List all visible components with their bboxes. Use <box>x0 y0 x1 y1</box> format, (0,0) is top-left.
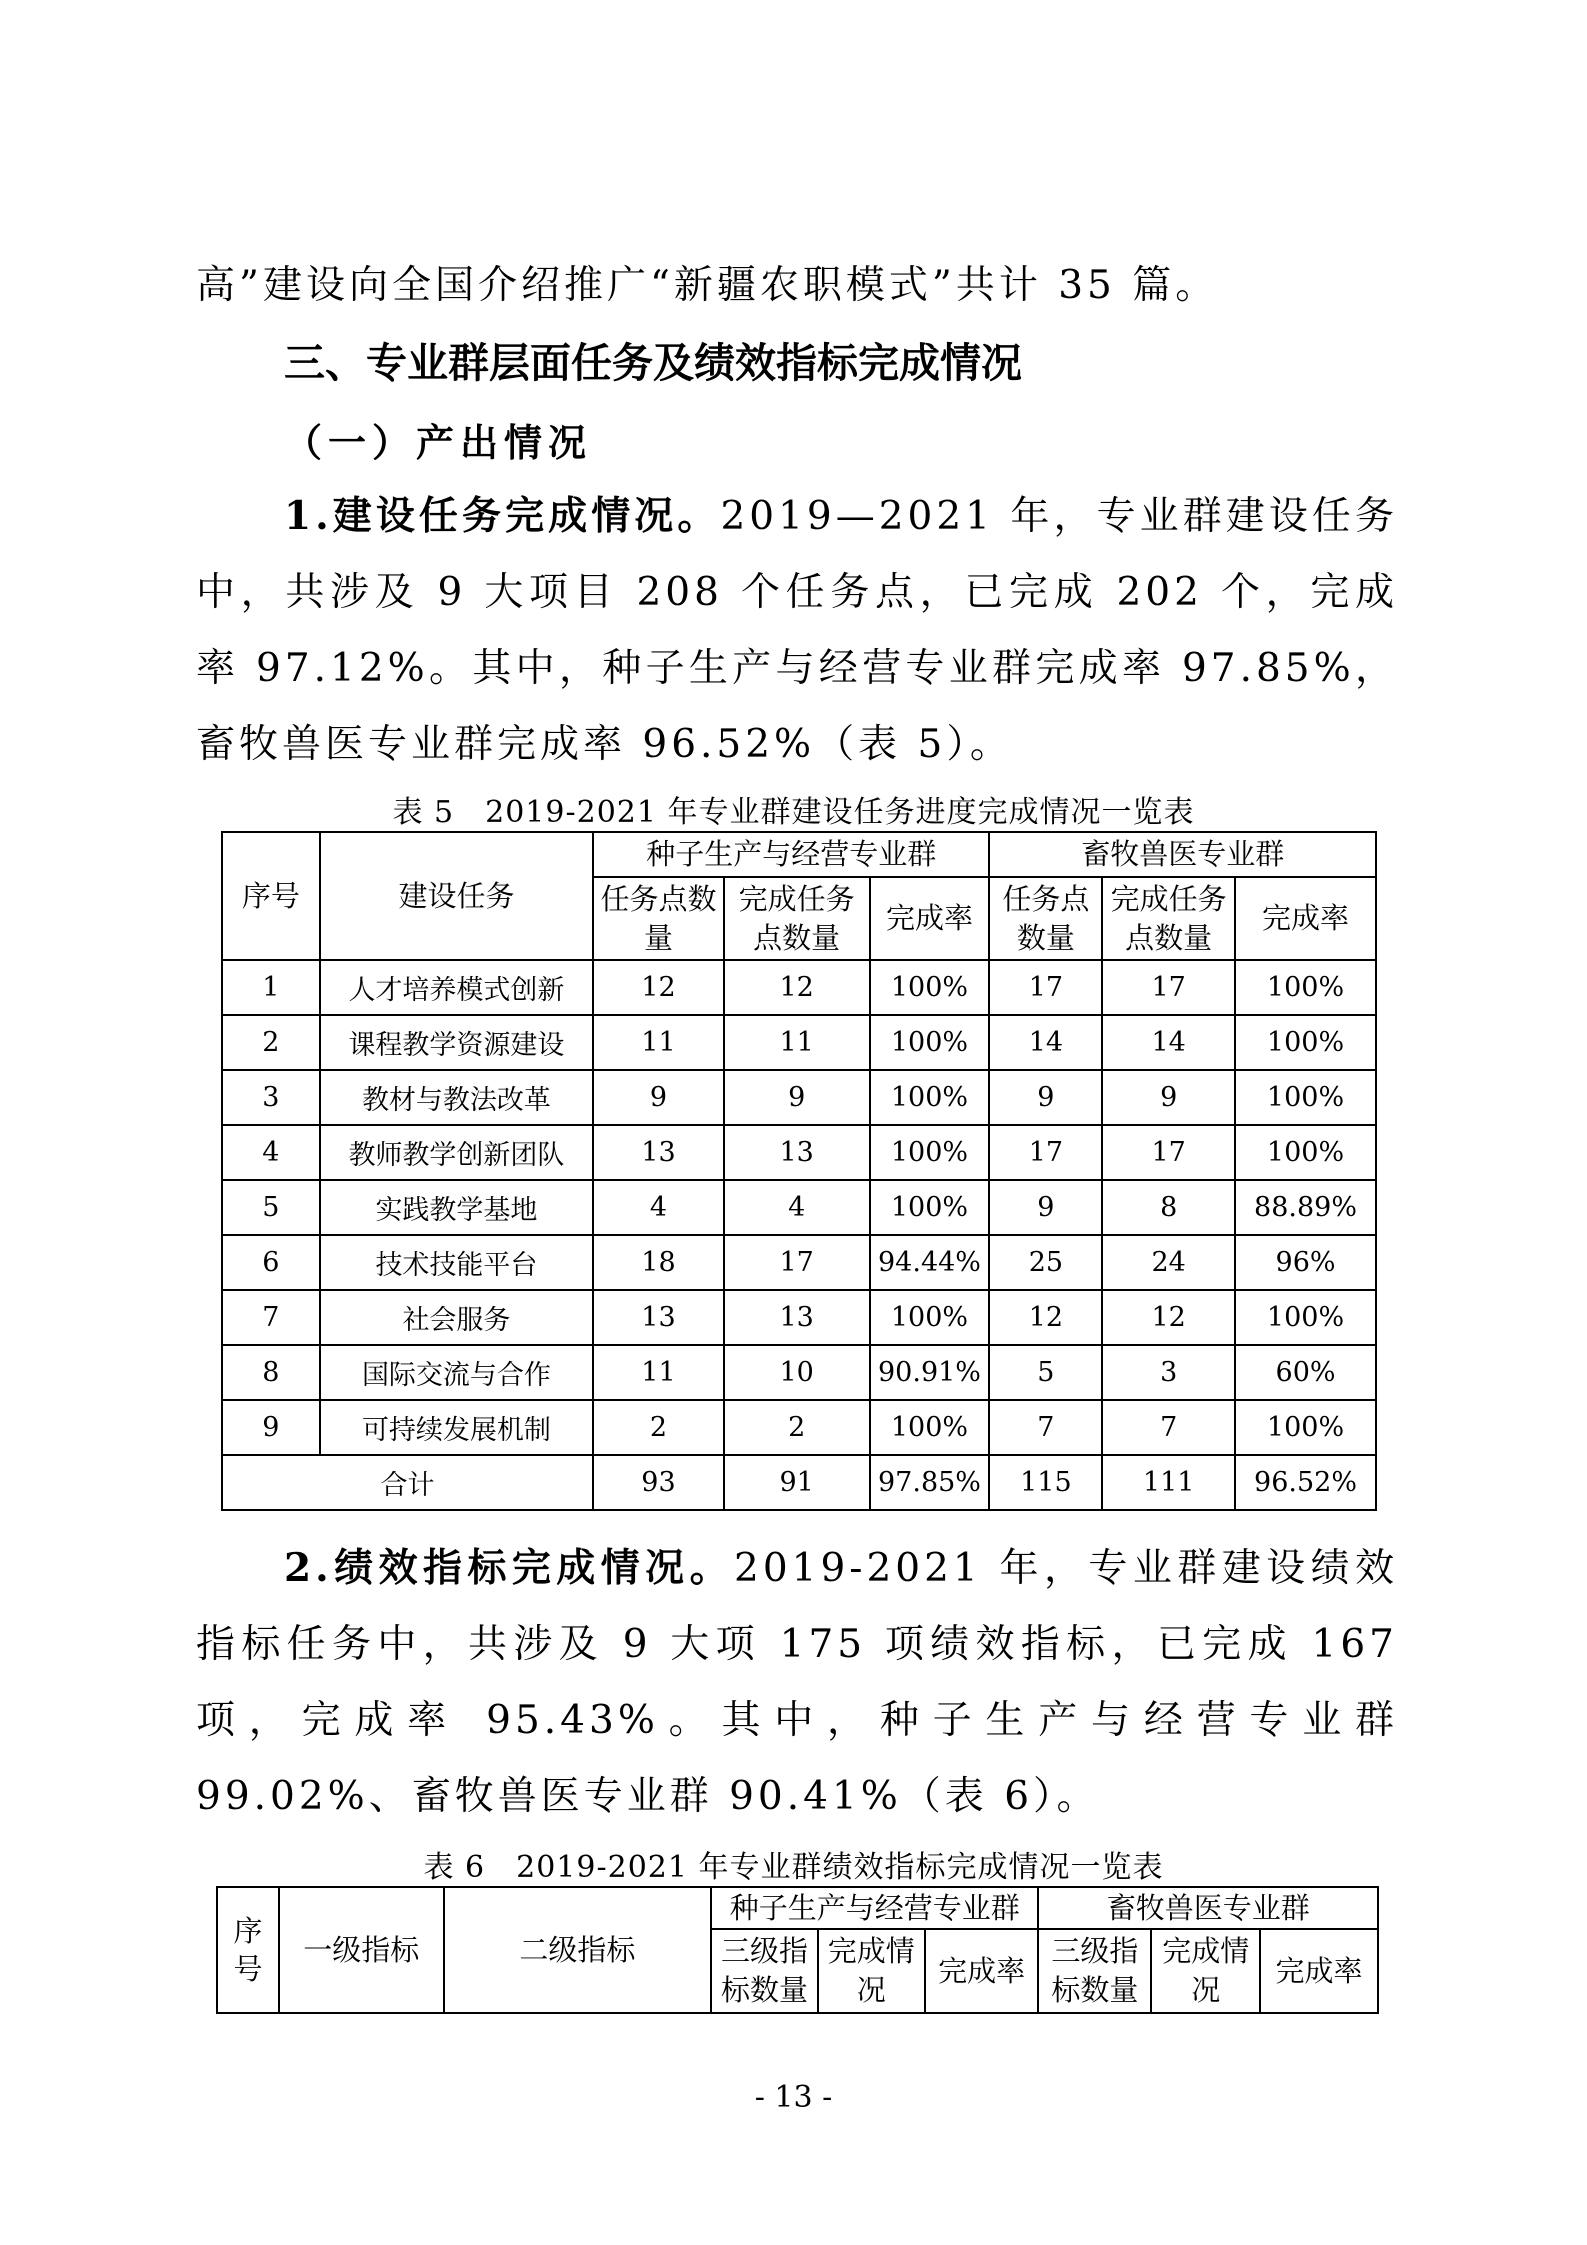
table-cell: 10 <box>724 1345 870 1400</box>
t5-total-label: 合计 <box>222 1455 593 1510</box>
t5-total-cell: 93 <box>593 1455 724 1510</box>
subsection-heading: （一）产出情况 <box>284 421 593 465</box>
table-cell: 9 <box>593 1070 724 1125</box>
table-6-caption: 表 6 2019-2021 年专业群绩效指标完成情况一览表 <box>423 1850 1164 1885</box>
table-cell: 60% <box>1235 1345 1376 1400</box>
table-cell: 8 <box>222 1345 320 1400</box>
t5-header-group2: 畜牧兽医专业群 <box>989 832 1376 877</box>
table-cell: 7 <box>1102 1400 1235 1455</box>
table-6 <box>216 1886 1379 2014</box>
table-cell: 25 <box>989 1235 1102 1290</box>
table-cell: 11 <box>724 1015 870 1070</box>
paragraph-1 <box>196 478 1398 783</box>
paragraph-1-lead: 1.建设任务完成情况。 <box>284 493 721 539</box>
table-cell: 100% <box>1235 1400 1376 1455</box>
table-cell: 8 <box>1102 1180 1235 1235</box>
task-name-cell: 国际交流与合作 <box>320 1345 593 1400</box>
table-5 <box>221 831 1377 1511</box>
table-cell: 18 <box>593 1235 724 1290</box>
t5-header-rate: 完成率 <box>870 877 990 960</box>
t6-header-level3: 三级指标数量 <box>1038 1929 1151 2013</box>
t6-header-level1: 一级指标 <box>279 1887 444 2013</box>
table-cell: 2 <box>593 1400 724 1455</box>
table-cell: 9 <box>989 1070 1102 1125</box>
t5-total-cell: 96.52% <box>1235 1455 1376 1510</box>
table-cell: 14 <box>989 1015 1102 1070</box>
table-row <box>222 960 1376 1015</box>
t5-total-cell: 97.85% <box>870 1455 990 1510</box>
table-cell: 11 <box>593 1015 724 1070</box>
table-row <box>222 1290 1376 1345</box>
task-name-cell: 可持续发展机制 <box>320 1400 593 1455</box>
t6-header-rate: 完成率 <box>1260 1929 1378 2013</box>
t5-header-task: 建设任务 <box>320 832 593 960</box>
table-cell: 5 <box>989 1345 1102 1400</box>
table-cell: 3 <box>1102 1345 1235 1400</box>
table-cell: 17 <box>1102 1125 1235 1180</box>
t5-total-cell: 91 <box>724 1455 870 1510</box>
table-cell: 9 <box>222 1400 320 1455</box>
table-cell: 90.91% <box>870 1345 990 1400</box>
task-name-cell: 课程教学资源建设 <box>320 1015 593 1070</box>
t5-header-points: 任务点数量 <box>593 877 724 960</box>
table-cell: 12 <box>593 960 724 1015</box>
t5-total-cell: 111 <box>1102 1455 1235 1510</box>
table-cell: 17 <box>724 1235 870 1290</box>
task-name-cell: 实践教学基地 <box>320 1180 593 1235</box>
table-cell: 4 <box>724 1180 870 1235</box>
table-cell: 17 <box>989 1125 1102 1180</box>
table-cell: 100% <box>870 1180 990 1235</box>
table-cell: 100% <box>870 1400 990 1455</box>
task-name-cell: 教师教学创新团队 <box>320 1125 593 1180</box>
continued-paragraph <box>196 248 1398 324</box>
t6-header-group2: 畜牧兽医专业群 <box>1038 1887 1378 1929</box>
t6-header-level3: 三级指标数量 <box>711 1929 818 2013</box>
t5-header-done: 完成任务点数量 <box>1102 877 1235 960</box>
table-cell: 13 <box>593 1290 724 1345</box>
section-heading: 三、专业群层面任务及绩效指标完成情况 <box>284 339 1022 387</box>
table-cell: 17 <box>989 960 1102 1015</box>
t6-header-rate: 完成率 <box>925 1929 1039 2013</box>
table-cell: 100% <box>870 960 990 1015</box>
task-name-cell: 教材与教法改革 <box>320 1070 593 1125</box>
paragraph-1-body: 2019—2021 年，专业群建设任务中，共涉及 9 大项目 208 个任务点，已完成 202 个，完成率 97.12%。其中，种子生产与经营专业群完成率 97.85%，畜牧兽医专业群完成率 96.52%（表 5）。 <box>196 494 1399 767</box>
table-row <box>222 1070 1376 1125</box>
paragraph-2-body: 2019-2021 年，专业群建设绩效指标任务中，共涉及 9 大项 175 项绩效指标，已完成 167 项，完成率 95.43%。其中，种子生产与经营专业群 99.02%、畜牧兽医专业群 90.41%（表 6）。 <box>196 1546 1398 1819</box>
table-row <box>222 1235 1376 1290</box>
t5-header-done: 完成任务点数量 <box>724 877 870 960</box>
table-row <box>222 1015 1376 1070</box>
table-cell: 12 <box>724 960 870 1015</box>
table-cell: 13 <box>724 1125 870 1180</box>
table-cell: 9 <box>724 1070 870 1125</box>
t5-total-cell: 115 <box>989 1455 1102 1510</box>
table-cell: 100% <box>1235 1125 1376 1180</box>
table-row <box>222 1125 1376 1180</box>
t5-header-rate: 完成率 <box>1235 877 1376 960</box>
table-cell: 14 <box>1102 1015 1235 1070</box>
table-cell: 7 <box>222 1290 320 1345</box>
table-cell: 100% <box>870 1070 990 1125</box>
table-cell: 13 <box>724 1290 870 1345</box>
t6-header-status: 完成情况 <box>1151 1929 1260 2013</box>
t6-header-level2: 二级指标 <box>444 1887 711 2013</box>
table-cell: 7 <box>989 1400 1102 1455</box>
table-cell: 100% <box>1235 1290 1376 1345</box>
paragraph-2-lead: 2.绩效指标完成情况。 <box>284 1545 735 1591</box>
t6-header-status: 完成情况 <box>818 1929 925 2013</box>
table-row <box>222 1400 1376 1455</box>
table-row <box>222 1180 1376 1235</box>
page-number: - 13 - <box>754 2080 833 2115</box>
task-name-cell: 人才培养模式创新 <box>320 960 593 1015</box>
table-cell: 100% <box>870 1290 990 1345</box>
continued-line: 高”建设向全国介绍推广“新疆农职模式”共计 35 篇。 <box>196 263 1219 308</box>
table-cell: 1 <box>222 960 320 1015</box>
table-cell: 9 <box>1102 1070 1235 1125</box>
table-cell: 6 <box>222 1235 320 1290</box>
table-cell: 12 <box>989 1290 1102 1345</box>
table-cell: 3 <box>222 1070 320 1125</box>
table-cell: 100% <box>1235 960 1376 1015</box>
t5-header-group1: 种子生产与经营专业群 <box>593 832 989 877</box>
table-cell: 100% <box>1235 1015 1376 1070</box>
t5-header-points: 任务点数量 <box>989 877 1102 960</box>
table-cell: 94.44% <box>870 1235 990 1290</box>
table-cell: 2 <box>724 1400 870 1455</box>
table-cell: 11 <box>593 1345 724 1400</box>
table-row <box>222 1345 1376 1400</box>
paragraph-2 <box>196 1530 1398 1835</box>
table-5-caption: 表 5 2019-2021 年专业群建设任务进度完成情况一览表 <box>392 795 1195 830</box>
table-cell: 12 <box>1102 1290 1235 1345</box>
table-cell: 5 <box>222 1180 320 1235</box>
table-cell: 17 <box>1102 960 1235 1015</box>
table-cell: 100% <box>870 1125 990 1180</box>
table-cell: 100% <box>1235 1070 1376 1125</box>
t5-header-seq: 序号 <box>222 832 320 960</box>
t6-header-group1: 种子生产与经营专业群 <box>711 1887 1038 1929</box>
task-name-cell: 社会服务 <box>320 1290 593 1345</box>
t6-header-seq: 序号 <box>217 1887 279 2013</box>
table-cell: 96% <box>1235 1235 1376 1290</box>
task-name-cell: 技术技能平台 <box>320 1235 593 1290</box>
table-cell: 4 <box>593 1180 724 1235</box>
table-cell: 100% <box>870 1015 990 1070</box>
table-cell: 24 <box>1102 1235 1235 1290</box>
table-cell: 13 <box>593 1125 724 1180</box>
table-cell: 9 <box>989 1180 1102 1235</box>
table-cell: 88.89% <box>1235 1180 1376 1235</box>
table-cell: 2 <box>222 1015 320 1070</box>
table-cell: 4 <box>222 1125 320 1180</box>
